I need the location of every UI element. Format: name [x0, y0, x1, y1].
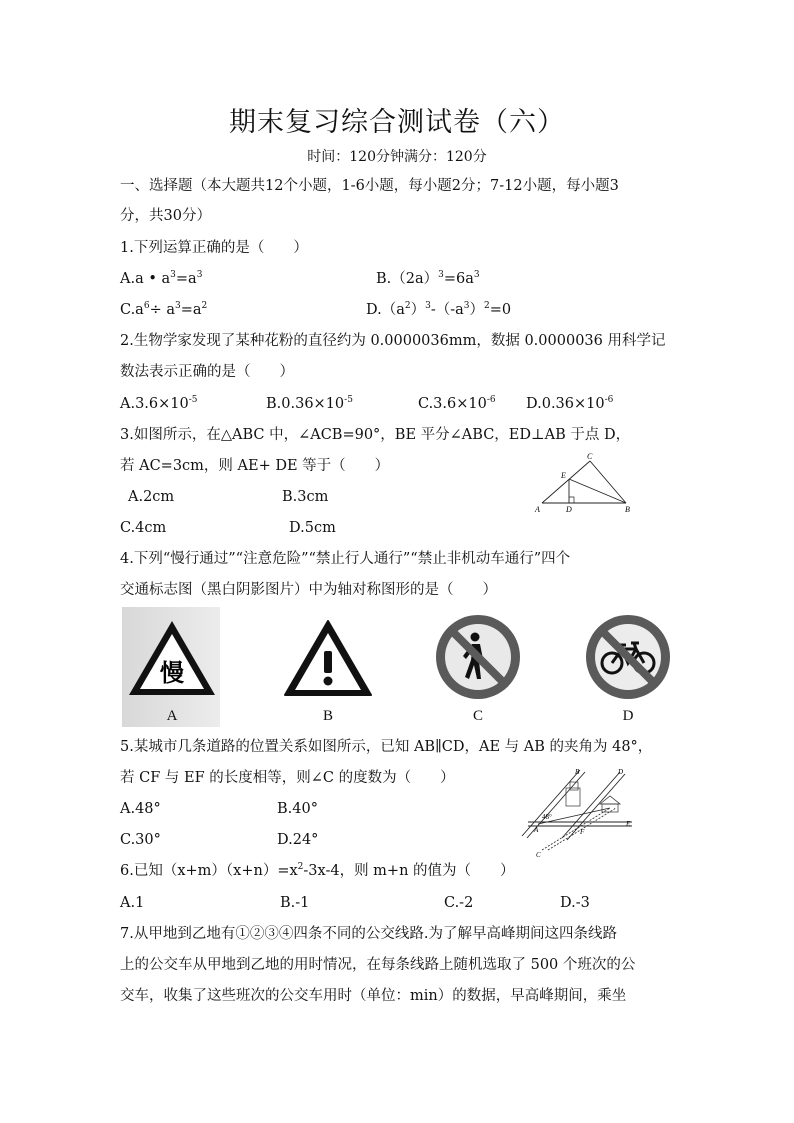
q6-option-d: D.-3 [560, 895, 590, 911]
q5-roads-figure [514, 766, 634, 858]
q5-label-a: A [534, 826, 539, 834]
q4-stem-line2: 交通标志图（黑白阴影图片）中为轴对称图形的是（ ） [120, 582, 497, 598]
q5-option-b: B.40° [277, 801, 318, 817]
q3-stem-line2: 若 AC=3cm，则 AE+ DE 等于（ ） [120, 458, 390, 474]
q2-option-a: $A.3.6\times 10^{-5}$ [120, 395, 198, 412]
q2-option-b: $B.0.36\times 10^{-5}$ [266, 395, 353, 412]
slow-sign-icon [122, 607, 222, 702]
sign-c-label: C [472, 708, 483, 724]
q7-stem-line2: 上的公交车从甲地到乙地的用时情况，在每条线路上随机选取了 500 个班次的公 [120, 957, 636, 973]
exam-info: 时间：120分钟满分：120分 [307, 149, 487, 165]
q2-stem-line1: 2.生物学家发现了某种花粉的直径约为 0.0000036mm，数据 0.0000036 用科学记 [120, 333, 666, 349]
q2-option-d: $D.0.36\times 10^{-6}$ [526, 395, 614, 412]
q5-stem-line1: 5.某城市几条道路的位置关系如图所示，已知 AB∥CD，AE 与 AB 的夹角为 48°， [120, 739, 653, 755]
q6-option-c: C.-2 [444, 895, 474, 911]
q5-stem-line2: 若 CF 与 EF 的长度相等，则∠C 的度数为（ ） [120, 770, 455, 786]
q3-label-b: B [625, 505, 630, 514]
sign-d-label: D [622, 708, 634, 724]
sign-b-label: B [322, 708, 333, 724]
sign-b-danger [278, 607, 378, 727]
no-bicycle-sign-icon [578, 607, 678, 702]
q2-option-c: $C.3.6\times 10^{-6}$ [418, 395, 496, 412]
page-title: 期末复习综合测试卷（六） [229, 107, 565, 138]
q3-stem-line1: 3.如图所示，在△ABC 中，∠ACB=90°，BE 平分∠ABC，ED⊥AB 于点 D， [120, 427, 631, 443]
q3-triangle-figure [534, 452, 634, 516]
q3-label-e: E [561, 471, 566, 480]
q3-label-a: A [535, 505, 540, 514]
traffic-signs-row [122, 607, 676, 727]
q5-angle-label: 48° [542, 813, 552, 821]
q1-option-a: A.a • $a^3=a^3$ [120, 270, 203, 287]
sign-a-slow [122, 607, 222, 727]
q5-option-d: D.24° [277, 832, 319, 848]
q7-stem-line3: 交车，收集了这些班次的公交车用时（单位：min）的数据，早高峰期间，乘坐 [120, 988, 627, 1004]
q3-label-c: C [587, 452, 593, 461]
q6-stem: 6.已知$(x+m)(x+n)=x^2-3x-4$，则 m+n 的值为（ ） [120, 862, 515, 879]
q1-stem: 1.下列运算正确的是（ ） [120, 240, 308, 256]
q1-option-c: $C.a^6\div a^3=a^2$ [120, 301, 208, 318]
q3-option-c: C.4cm [120, 520, 167, 536]
sign-a-label: A [166, 708, 178, 724]
q5-label-b: B [575, 768, 580, 776]
sign-d-no-bicycles [578, 607, 678, 727]
q3-option-b: B.3cm [282, 489, 329, 505]
slow-char: 慢 [160, 659, 184, 687]
q7-stem-line1: 7.从甲地到乙地有①②③④四条不同的公交线路.为了解早高峰期间这四条线路 [120, 926, 617, 942]
q1-option-b: $B.(2a)^3=6a^3$ [376, 270, 480, 287]
q3-label-d: D [566, 505, 572, 514]
section-heading-line2: 分，共30分） [120, 208, 211, 224]
q5-option-a: A.48° [120, 801, 161, 817]
q1-option-d: $D.(a^2)^3-(-a^3)^2=0$ [366, 301, 512, 318]
q5-label-f: F [580, 828, 585, 836]
section-heading-line1: 一、选择题（本大题共12个小题，1-6小题，每小题2分；7-12小题，每小题3 [120, 178, 619, 194]
q4-stem-line1: 4.下列“慢行通过”“注意危险”“禁止行人通行”“禁止非机动车通行”四个 [120, 551, 571, 567]
q5-label-d: D [618, 768, 624, 776]
q2-stem-line2: 数法表示正确的是（ ） [120, 364, 294, 380]
q5-label-c: C [536, 851, 541, 858]
q6-option-a: A.1 [120, 895, 145, 911]
q3-option-d: D.5cm [289, 520, 336, 536]
q5-option-c: C.30° [120, 832, 161, 848]
q6-option-b: B.-1 [280, 895, 310, 911]
q3-option-a: A.2cm [128, 489, 175, 505]
sign-c-no-pedestrians [428, 607, 528, 727]
warning-sign-icon [278, 607, 378, 702]
no-pedestrian-sign-icon [428, 607, 528, 702]
q5-label-e: E [626, 820, 631, 828]
